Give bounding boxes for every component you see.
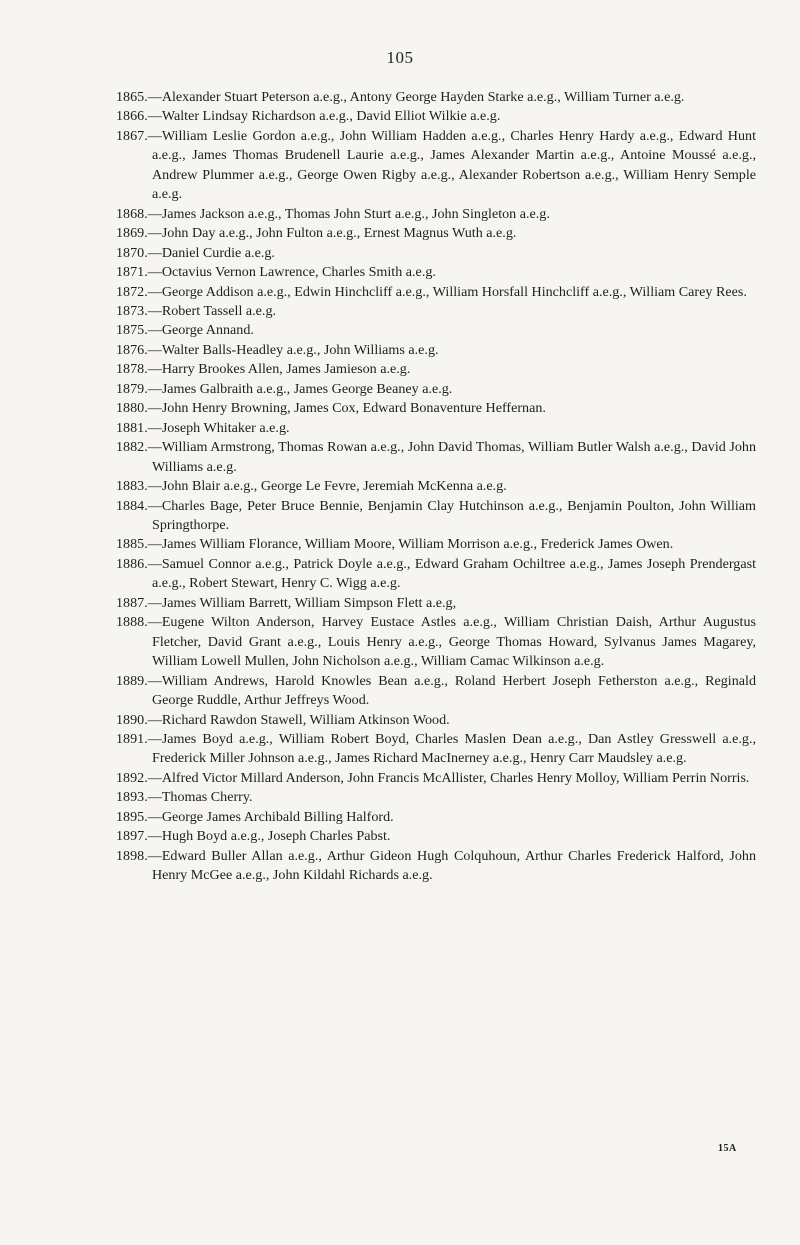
- entry-year: 1879: [116, 380, 145, 397]
- entry-separator: .—: [144, 769, 162, 786]
- entry-year: 1882: [116, 439, 145, 456]
- entry-separator: .—: [144, 108, 162, 125]
- entry-year: 1880: [116, 400, 145, 417]
- entry-separator: .—: [144, 264, 162, 281]
- entry-separator: .—: [144, 361, 162, 378]
- year-entry: [116, 263, 756, 282]
- entry-names: Thomas Cherry.: [161, 789, 253, 806]
- year-entry: [116, 399, 756, 418]
- year-entry: [116, 477, 756, 496]
- entry-separator: .—: [144, 400, 162, 417]
- entry-names: William Armstrong, Thomas Rowan a.e.g., John David Thomas, William Butler Walsh a.e.g., David John Williams a.e.g.: [152, 439, 756, 475]
- entry-year: 1867: [116, 127, 145, 144]
- entry-names: Joseph Whitaker a.e.g.: [161, 419, 290, 436]
- entry-names: Eugene Wilton Anderson, Harvey Eustace Astles a.e.g., William Christian Daish, Arthur Augustus Fletcher, David Grant a.e.g., Louis Henry a.e.g., George Thomas Howard, Sylvanus James Magarey, William Lowell Mullen, John Nicholson a.e.g., William Camac Wilkinson a.e.g.: [152, 614, 756, 670]
- year-entry: [116, 730, 756, 769]
- entry-separator: .—: [144, 594, 162, 611]
- entry-names: Alexander Stuart Peterson a.e.g., Antony George Hayden Starke a.e.g., William Turner a.e.g.: [161, 89, 685, 105]
- entry-separator: .—: [144, 89, 162, 105]
- entry-year: 1881: [116, 419, 145, 436]
- year-entry: [116, 438, 756, 477]
- year-entry: [116, 244, 756, 263]
- entry-year: 1885: [116, 536, 145, 553]
- entry-year: 1869: [116, 225, 145, 242]
- entry-year: 1865: [116, 89, 145, 105]
- entry-year: 1887: [116, 594, 145, 611]
- entry-separator: .—: [144, 244, 162, 261]
- entry-names: James Galbraith a.e.g., James George Beaney a.e.g.: [161, 380, 453, 397]
- graduate-list: [116, 88, 756, 886]
- page-number: 105: [386, 48, 414, 67]
- entry-year: 1873: [116, 302, 145, 319]
- entry-year: 1878: [116, 361, 145, 378]
- entry-names: George Addison a.e.g., Edwin Hinchcliff a.e.g., William Horsfall Hinchcliff a.e.g., William Carey Rees.: [161, 283, 747, 300]
- year-entry: [116, 341, 756, 360]
- entry-separator: .—: [144, 283, 162, 300]
- year-entry: [116, 613, 756, 671]
- entry-separator: .—: [144, 536, 162, 553]
- entry-names: Edward Buller Allan a.e.g., Arthur Gideon Hugh Colquhoun, Arthur Charles Frederick Halford, John Henry McGee a.e.g., John Kildahl Richards a.e.g.: [152, 847, 756, 884]
- entry-separator: .—: [144, 730, 162, 747]
- entry-names: Daniel Curdie a.e.g.: [161, 244, 275, 261]
- year-entry: [116, 827, 756, 846]
- entry-names: John Blair a.e.g., George Le Fevre, Jeremiah McKenna a.e.g.: [161, 478, 507, 495]
- entry-year: 1884: [116, 497, 145, 514]
- entry-year: 1891: [116, 730, 145, 747]
- year-entry: [116, 711, 756, 730]
- year-entry: [116, 205, 756, 224]
- entry-names: Octavius Vernon Lawrence, Charles Smith a.e.g.: [161, 264, 436, 281]
- year-entry: [116, 788, 756, 807]
- entry-names: George Annand.: [161, 322, 254, 339]
- entry-separator: .—: [144, 478, 162, 495]
- entry-separator: .—: [144, 322, 162, 339]
- entry-separator: .—: [144, 497, 162, 514]
- year-entry: [116, 380, 756, 399]
- entry-separator: .—: [144, 808, 162, 825]
- entry-year: 1897: [116, 828, 145, 845]
- entry-separator: .—: [144, 127, 162, 144]
- entry-year: 1868: [116, 205, 145, 222]
- entry-year: 1898: [116, 847, 145, 864]
- entry-names: George James Archibald Billing Halford.: [161, 808, 394, 825]
- entry-separator: .—: [144, 672, 162, 689]
- entry-names: Robert Tassell a.e.g.: [161, 302, 277, 319]
- entry-names: William Andrews, Harold Knowles Bean a.e.g., Roland Herbert Joseph Fetherston a.e.g., Reginald George Ruddle, Arthur Jeffreys Wood.: [152, 672, 756, 709]
- entry-names: Richard Rawdon Stawell, William Atkinson Wood.: [161, 711, 450, 728]
- signature-mark: 15A: [718, 1143, 737, 1154]
- year-entry: [116, 555, 756, 594]
- year-entry: [116, 224, 756, 243]
- year-entry: [116, 127, 756, 205]
- entry-separator: .—: [144, 341, 162, 358]
- entry-separator: .—: [144, 225, 162, 242]
- entry-names: Hugh Boyd a.e.g., Joseph Charles Pabst.: [161, 828, 391, 845]
- year-entry: [116, 808, 756, 827]
- year-entry: [116, 321, 756, 340]
- year-entry: [116, 497, 756, 536]
- entry-year: 1866: [116, 108, 145, 125]
- year-entry: [116, 360, 756, 379]
- entry-names: Alfred Victor Millard Anderson, John Francis McAllister, Charles Henry Molloy, William Perrin Norris.: [161, 769, 750, 786]
- entry-year: 1870: [116, 244, 145, 261]
- entry-separator: .—: [144, 847, 162, 864]
- year-entry: [116, 769, 756, 788]
- entry-year: 1890: [116, 711, 145, 728]
- year-entry: [116, 847, 756, 886]
- entry-separator: .—: [144, 828, 162, 845]
- entry-separator: .—: [144, 555, 162, 572]
- entry-names: James William Florance, William Moore, William Morrison a.e.g., Frederick James Owen.: [161, 536, 674, 553]
- year-entry: [116, 107, 756, 126]
- entry-year: 1872: [116, 283, 145, 300]
- entry-names: Walter Balls-Headley a.e.g., John Williams a.e.g.: [161, 341, 439, 358]
- entry-year: 1889: [116, 672, 145, 689]
- year-entry: [116, 419, 756, 438]
- entry-separator: .—: [144, 789, 162, 806]
- entry-names: Samuel Connor a.e.g., Patrick Doyle a.e.g., Edward Graham Ochiltree a.e.g., James Joseph Prendergast a.e.g., Robert Stewart, Henry C. Wigg a.e.g.: [152, 555, 756, 592]
- entry-separator: .—: [144, 419, 162, 436]
- entry-names: James Jackson a.e.g., Thomas John Sturt a.e.g., John Singleton a.e.g.: [161, 205, 550, 222]
- entry-year: 1893: [116, 789, 145, 806]
- year-entry: [116, 88, 756, 107]
- entry-names: John Day a.e.g., John Fulton a.e.g., Ernest Magnus Wuth a.e.g.: [161, 225, 517, 242]
- year-entry: [116, 672, 756, 711]
- entry-names: Walter Lindsay Richardson a.e.g., David Elliot Wilkie a.e.g.: [161, 108, 501, 125]
- entry-year: 1892: [116, 769, 145, 786]
- entry-names: James Boyd a.e.g., William Robert Boyd, Charles Maslen Dean a.e.g., Dan Astley Gresswell a.e.g., Frederick Miller Johnson a.e.g., James Richard MacInerney a.e.g., Henry Carr Maudsley a.e.g.: [152, 730, 756, 767]
- entry-names: Charles Bage, Peter Bruce Bennie, Benjamin Clay Hutchinson a.e.g., Benjamin Poulton, John William Springthorpe.: [152, 497, 756, 533]
- entry-year: 1875: [116, 322, 145, 339]
- entry-separator: .—: [144, 711, 162, 728]
- entry-year: 1895: [116, 808, 145, 825]
- entry-separator: .—: [144, 205, 162, 222]
- year-entry: [116, 535, 756, 554]
- year-entry: [116, 594, 756, 613]
- year-entry: [116, 302, 756, 321]
- entry-names: William Leslie Gordon a.e.g., John William Hadden a.e.g., Charles Henry Hardy a.e.g., Edward Hunt a.e.g., James Thomas Brudenell Laurie a.e.g., James Alexander Martin a.e.g., Antoine Moussé a.e.g., Andrew Plummer a.e.g., George Owen Rigby a.e.g., Alexander Robertson a.e.g., William Henry Semple a.e.g.: [152, 127, 756, 203]
- entry-separator: .—: [144, 614, 162, 631]
- entry-names: James William Barrett, William Simpson Flett a.e.g,: [161, 594, 457, 611]
- entry-separator: .—: [144, 439, 162, 456]
- entry-separator: .—: [144, 302, 162, 319]
- entry-year: 1883: [116, 478, 145, 495]
- entry-year: 1871: [116, 264, 145, 281]
- entry-year: 1888: [116, 614, 145, 631]
- entry-year: 1876: [116, 341, 145, 358]
- entry-names: Harry Brookes Allen, James Jamieson a.e.g.: [161, 361, 411, 378]
- entry-names: John Henry Browning, James Cox, Edward Bonaventure Heffernan.: [161, 400, 546, 417]
- entry-separator: .—: [144, 380, 162, 397]
- year-entry: [116, 283, 756, 302]
- entry-year: 1886: [116, 555, 145, 572]
